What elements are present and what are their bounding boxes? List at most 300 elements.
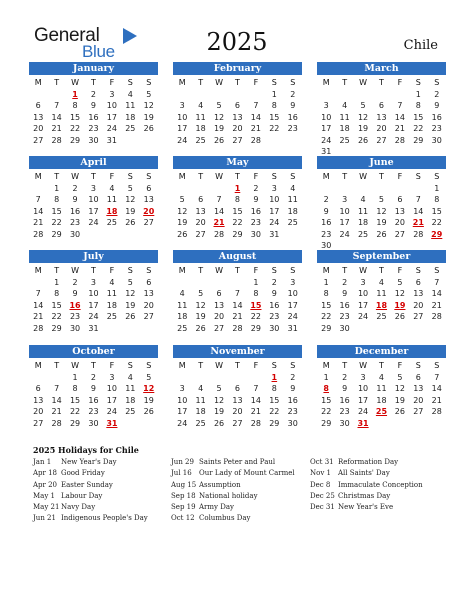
empty-day-cell: [354, 323, 372, 335]
generalblue-logo: [34, 25, 124, 59]
holiday-entry: [310, 480, 423, 491]
day-cell: 15: [269, 395, 280, 405]
holiday-entry: [310, 457, 423, 468]
day-cell: 12: [125, 195, 136, 204]
holiday-day-cell: 12: [143, 384, 155, 393]
day-cell: 8: [415, 101, 421, 110]
day-cell: 5: [397, 277, 403, 287]
weekday-header-row: [29, 265, 158, 277]
weekday-header-row: [173, 77, 302, 89]
week-row: [317, 395, 446, 407]
week-row: [317, 123, 446, 135]
logo-word-blue: Blue: [82, 42, 115, 61]
empty-day-cell: [210, 372, 228, 384]
day-cell: 14: [394, 112, 405, 122]
day-cell: 3: [90, 277, 97, 287]
day-cell: 30: [269, 323, 280, 333]
empty-day-cell: [191, 183, 209, 195]
empty-day-cell: [317, 183, 335, 195]
weekday-label: S: [146, 172, 152, 181]
day-cell: 16: [339, 300, 350, 310]
month-title: August: [173, 250, 302, 263]
weekday-label: M: [34, 78, 42, 87]
day-cell: 10: [287, 289, 298, 298]
day-cell: 18: [287, 206, 298, 216]
day-cell: 6: [146, 277, 152, 287]
holiday-column: [33, 457, 148, 525]
day-cell: 9: [434, 101, 440, 110]
holiday-name: Immaculate Conception: [338, 480, 423, 489]
day-cell: 6: [146, 183, 152, 193]
empty-day-cell: [284, 229, 302, 241]
weekday-label: F: [253, 361, 259, 370]
day-cell: 11: [106, 195, 117, 204]
day-cell: 29: [69, 135, 81, 145]
day-cell: 3: [179, 101, 185, 110]
weekday-label: T: [54, 172, 60, 181]
day-cell: 15: [321, 300, 332, 310]
day-cell: 14: [232, 300, 243, 310]
day-cell: 4: [198, 384, 204, 393]
weekday-label: S: [415, 172, 421, 181]
day-cell: 17: [339, 218, 350, 227]
day-cell: 17: [177, 124, 188, 133]
day-cell: 14: [213, 206, 225, 216]
holiday-entry: [33, 502, 148, 513]
empty-day-cell: [173, 277, 191, 289]
day-cell: 23: [339, 312, 350, 321]
weekday-label: W: [359, 266, 368, 275]
day-cell: 23: [69, 218, 81, 227]
weekday-header-row: [317, 171, 446, 183]
holiday-entry: [171, 502, 295, 513]
day-cell: 30: [287, 418, 298, 428]
day-cell: 9: [90, 384, 97, 393]
month-title: March: [317, 62, 446, 75]
week-row: [317, 311, 446, 323]
day-cell: 29: [51, 229, 62, 239]
day-cell: 1: [54, 183, 60, 193]
weekday-label: F: [109, 172, 115, 181]
weekday-label: F: [109, 266, 115, 275]
holiday-entry: [310, 468, 423, 479]
holiday-day-cell: 21: [412, 218, 424, 227]
day-cell: 13: [232, 112, 243, 122]
weekday-header-row: [317, 265, 446, 277]
day-cell: 8: [253, 289, 259, 298]
day-cell: 10: [269, 195, 280, 204]
month-june: [317, 156, 446, 252]
holiday-date: Sep 19: [171, 503, 196, 512]
day-cell: 10: [106, 384, 117, 393]
day-cell: 11: [287, 195, 298, 204]
week-row: [173, 277, 302, 289]
day-cell: 5: [198, 289, 204, 298]
holidays-title: 2025 Holidays for Chile: [33, 445, 139, 455]
day-cell: 20: [413, 395, 424, 405]
day-cell: 9: [290, 101, 296, 110]
day-cell: 8: [271, 101, 277, 110]
day-cell: 22: [269, 124, 280, 133]
week-row: [317, 217, 446, 229]
empty-day-cell: [121, 229, 139, 241]
weekday-label: T: [198, 361, 204, 370]
day-cell: 11: [357, 206, 369, 216]
holiday-entry: [33, 491, 148, 502]
weekday-label: W: [215, 361, 224, 370]
weekday-label: T: [342, 78, 348, 87]
day-cell: 3: [360, 372, 366, 382]
day-cell: 4: [290, 183, 296, 193]
day-cell: 9: [342, 289, 348, 298]
day-cell: 12: [143, 101, 154, 110]
empty-day-cell: [409, 183, 427, 195]
week-row: [29, 406, 158, 418]
day-cell: 27: [376, 135, 387, 145]
day-cell: 8: [54, 289, 60, 298]
weekday-label: T: [198, 172, 204, 181]
month-september: [317, 250, 446, 334]
weekday-label: M: [322, 78, 330, 87]
day-cell: 20: [213, 312, 225, 321]
day-cell: 22: [413, 124, 424, 133]
week-row: [29, 372, 158, 384]
holiday-day-cell: 16: [69, 300, 81, 310]
day-cell: 22: [69, 124, 81, 133]
holiday-day-cell: 19: [394, 300, 406, 310]
day-cell: 27: [213, 323, 225, 333]
day-cell: 26: [195, 323, 206, 333]
day-cell: 6: [415, 372, 421, 382]
day-cell: 25: [195, 418, 206, 428]
day-cell: 25: [106, 312, 117, 321]
day-cell: 12: [195, 300, 206, 310]
day-cell: 5: [146, 89, 152, 99]
empty-day-cell: [191, 89, 209, 101]
day-cell: 24: [88, 312, 99, 321]
month-title: April: [29, 156, 158, 169]
day-cell: 26: [213, 418, 225, 428]
day-cell: 30: [69, 229, 81, 239]
day-cell: 5: [146, 372, 152, 382]
weekday-label: T: [235, 172, 240, 181]
day-cell: 24: [287, 312, 298, 321]
week-row: [173, 206, 302, 218]
day-cell: 29: [51, 323, 62, 333]
day-cell: 22: [250, 312, 261, 321]
day-cell: 30: [69, 323, 81, 333]
day-cell: 21: [250, 124, 261, 133]
holiday-entry: [33, 468, 148, 479]
empty-day-cell: [247, 372, 265, 384]
weekday-label: T: [379, 78, 384, 87]
weekday-label: M: [34, 266, 42, 275]
day-cell: 10: [321, 112, 332, 122]
day-cell: 10: [88, 195, 99, 204]
day-cell: 3: [90, 183, 97, 193]
empty-day-cell: [391, 418, 409, 430]
day-cell: 15: [69, 112, 81, 122]
day-cell: 24: [357, 407, 369, 416]
day-cell: 30: [321, 241, 332, 250]
empty-day-cell: [29, 183, 47, 195]
holiday-day-cell: 31: [357, 418, 369, 428]
month-title: November: [173, 345, 302, 358]
weekday-label: S: [415, 266, 421, 275]
holiday-name: Easter Sunday: [61, 480, 113, 489]
day-cell: 26: [143, 407, 154, 416]
week-row: [29, 418, 158, 430]
weekday-label: T: [379, 172, 384, 181]
weekday-label: S: [127, 172, 133, 181]
day-cell: 10: [339, 206, 350, 216]
day-cell: 11: [125, 101, 136, 110]
day-cell: 2: [271, 277, 277, 287]
day-cell: 2: [342, 277, 348, 287]
week-row: [173, 123, 302, 135]
holiday-date: May 21: [33, 503, 60, 512]
weekday-label: F: [109, 78, 115, 87]
empty-day-cell: [103, 323, 121, 335]
day-cell: 14: [250, 112, 261, 122]
holiday-name: National holiday: [199, 491, 258, 500]
day-cell: 23: [88, 407, 99, 416]
day-cell: 18: [357, 218, 369, 227]
day-cell: 12: [357, 112, 369, 122]
empty-day-cell: [140, 418, 158, 430]
weekday-label: T: [54, 266, 60, 275]
day-cell: 27: [33, 418, 44, 428]
day-cell: 20: [33, 407, 44, 416]
day-cell: 4: [127, 89, 133, 99]
weekday-label: T: [198, 266, 204, 275]
day-cell: 4: [109, 183, 115, 193]
day-cell: 8: [234, 195, 241, 204]
day-cell: 6: [234, 384, 241, 393]
day-cell: 11: [195, 395, 206, 405]
day-cell: 6: [415, 277, 421, 287]
weekday-label: T: [235, 266, 240, 275]
day-cell: 23: [321, 229, 332, 239]
day-cell: 29: [321, 323, 332, 333]
empty-day-cell: [140, 323, 158, 335]
day-cell: 30: [339, 323, 350, 333]
month-title: June: [317, 156, 446, 169]
weekday-label: S: [271, 266, 277, 275]
day-cell: 24: [88, 218, 99, 227]
day-cell: 15: [269, 112, 280, 122]
day-cell: 31: [321, 147, 332, 156]
day-cell: 11: [106, 289, 117, 298]
empty-day-cell: [372, 323, 390, 335]
empty-day-cell: [210, 89, 228, 101]
holiday-name: New Year's Eve: [338, 503, 394, 512]
day-cell: 13: [143, 289, 154, 298]
day-cell: 22: [69, 407, 81, 416]
empty-day-cell: [29, 89, 47, 101]
day-cell: 4: [179, 289, 185, 298]
day-cell: 30: [88, 418, 99, 428]
day-cell: 8: [54, 195, 60, 204]
day-cell: 22: [51, 218, 62, 227]
day-cell: 23: [88, 124, 99, 133]
week-row: [317, 183, 446, 195]
day-cell: 2: [342, 372, 348, 382]
weekday-label: F: [397, 266, 403, 275]
day-cell: 8: [72, 384, 78, 393]
holiday-date: Jul 16: [171, 469, 192, 478]
holiday-day-cell: 20: [143, 206, 155, 216]
day-cell: 22: [232, 218, 243, 227]
weekday-label: S: [127, 78, 133, 87]
month-january: [29, 62, 158, 146]
day-cell: 23: [287, 407, 298, 416]
month-title: May: [173, 156, 302, 169]
empty-day-cell: [47, 89, 65, 101]
empty-day-cell: [140, 229, 158, 241]
day-cell: 28: [250, 135, 261, 145]
day-cell: 14: [51, 395, 62, 405]
weekday-label: W: [71, 361, 80, 370]
day-cell: 16: [287, 395, 298, 405]
month-december: [317, 345, 446, 429]
day-cell: 14: [51, 112, 62, 122]
month-title: January: [29, 62, 158, 75]
week-row: [317, 135, 446, 147]
logo-word-general: General: [34, 25, 100, 46]
holiday-entry: [310, 502, 423, 513]
day-cell: 7: [434, 372, 440, 382]
empty-day-cell: [335, 183, 353, 195]
day-cell: 17: [106, 395, 117, 405]
day-cell: 13: [33, 112, 44, 122]
day-cell: 5: [216, 101, 222, 110]
empty-day-cell: [372, 89, 390, 101]
day-cell: 9: [72, 195, 78, 204]
day-cell: 24: [321, 135, 332, 145]
day-cell: 19: [125, 300, 136, 310]
empty-day-cell: [47, 372, 65, 384]
day-cell: 19: [376, 218, 387, 227]
day-cell: 12: [177, 206, 188, 216]
day-cell: 30: [431, 135, 442, 145]
day-cell: 22: [321, 312, 332, 321]
holiday-day-cell: 29: [431, 229, 443, 239]
empty-day-cell: [409, 323, 427, 335]
holiday-date: Oct 12: [171, 514, 195, 523]
day-cell: 11: [339, 112, 350, 122]
weekday-header-row: [29, 171, 158, 183]
day-cell: 2: [290, 372, 296, 382]
month-title: October: [29, 345, 158, 358]
week-row: [173, 300, 302, 312]
holiday-name: New Year's Day: [61, 458, 117, 466]
day-cell: 1: [415, 89, 421, 99]
week-row: [317, 418, 446, 430]
holiday-entry: [171, 513, 295, 524]
day-cell: 3: [179, 384, 185, 393]
month-february: [173, 62, 302, 146]
day-cell: 22: [269, 407, 280, 416]
weekday-label: M: [178, 78, 186, 87]
holiday-date: Nov 1: [310, 469, 331, 478]
calendar-year: 2025: [206, 28, 268, 56]
day-cell: 31: [88, 323, 99, 333]
empty-day-cell: [84, 229, 102, 241]
week-row: [29, 300, 158, 312]
empty-day-cell: [284, 135, 302, 147]
month-april: [29, 156, 158, 240]
day-cell: 19: [125, 206, 136, 216]
day-cell: 17: [177, 407, 188, 416]
week-row: [29, 123, 158, 135]
day-cell: 3: [290, 277, 296, 287]
week-row: [317, 206, 446, 218]
day-cell: 27: [413, 407, 424, 416]
holiday-entry: [171, 457, 295, 468]
day-cell: 12: [213, 395, 225, 405]
weekday-label: T: [379, 361, 384, 370]
day-cell: 23: [250, 218, 261, 227]
day-cell: 11: [376, 384, 387, 393]
day-cell: 26: [376, 229, 387, 239]
day-cell: 19: [177, 218, 188, 227]
day-cell: 13: [33, 395, 44, 405]
day-cell: 2: [253, 183, 259, 193]
day-cell: 19: [195, 312, 206, 321]
weekday-label: F: [253, 172, 259, 181]
month-title: July: [29, 250, 158, 263]
day-cell: 9: [290, 384, 296, 393]
day-cell: 22: [321, 407, 332, 416]
day-cell: 11: [376, 289, 387, 298]
day-cell: 18: [106, 300, 117, 310]
week-row: [173, 395, 302, 407]
week-row: [317, 300, 446, 312]
day-cell: 25: [195, 135, 206, 145]
weekday-label: M: [322, 172, 330, 181]
day-cell: 16: [321, 218, 332, 227]
day-cell: 14: [33, 300, 44, 310]
day-cell: 6: [35, 101, 41, 110]
day-cell: 18: [339, 124, 350, 133]
day-cell: 16: [431, 112, 442, 122]
day-cell: 26: [394, 312, 405, 321]
holiday-name: Good Friday: [61, 469, 105, 478]
week-row: [173, 418, 302, 430]
month-title: September: [317, 250, 446, 263]
weekday-header-row: [317, 360, 446, 372]
week-row: [29, 194, 158, 206]
week-row: [29, 383, 158, 395]
holiday-date: Dec 8: [310, 480, 331, 489]
day-cell: 3: [109, 89, 115, 99]
weekday-label: M: [178, 266, 186, 275]
day-cell: 6: [378, 101, 385, 110]
empty-day-cell: [121, 323, 139, 335]
day-cell: 25: [177, 323, 188, 333]
day-cell: 21: [431, 395, 442, 405]
day-cell: 2: [290, 89, 296, 99]
day-cell: 6: [198, 195, 204, 204]
weekday-label: W: [215, 78, 224, 87]
empty-day-cell: [428, 323, 446, 335]
week-row: [29, 183, 158, 195]
day-cell: 25: [357, 229, 369, 239]
day-cell: 26: [143, 124, 154, 133]
week-row: [173, 383, 302, 395]
day-cell: 14: [413, 206, 424, 216]
